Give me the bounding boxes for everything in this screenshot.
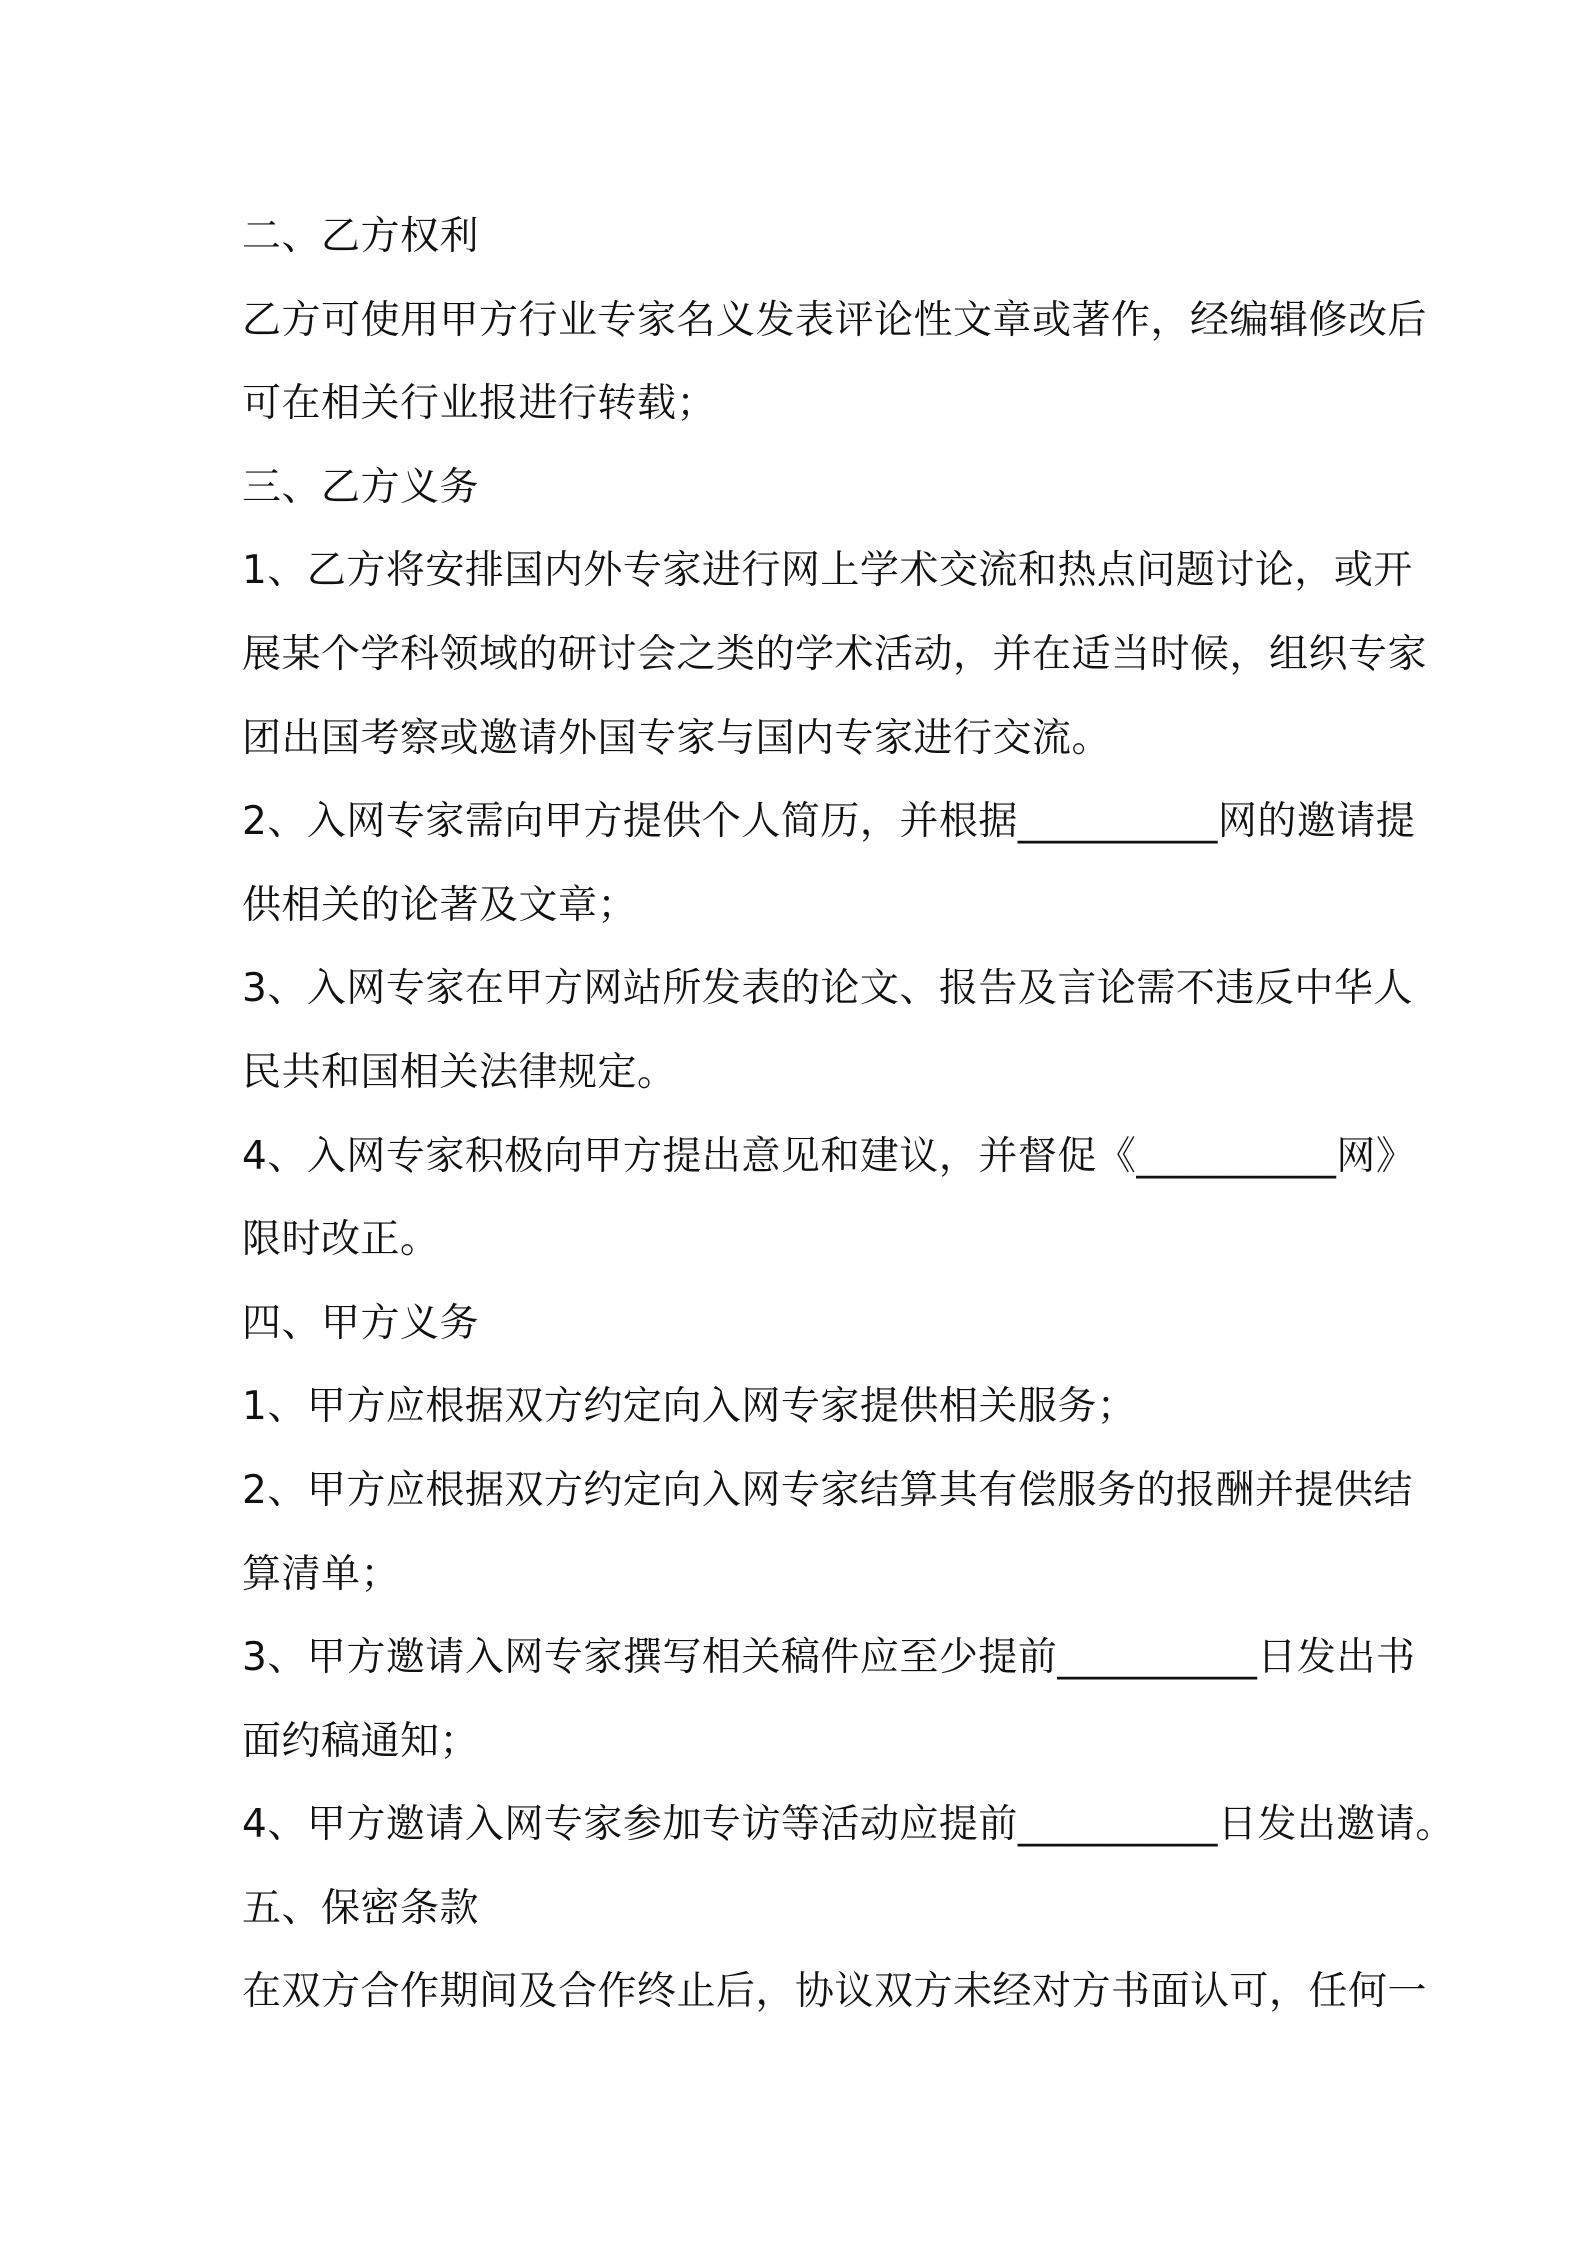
paragraph-line: 1、甲方应根据双方约定向入网专家提供相关服务；	[242, 1384, 1137, 1430]
paragraph-line: 4、甲方邀请入网专家参加专访等活动应提前__________日发出邀请。	[242, 1802, 1455, 1848]
section-heading-party-b-obligations: 三、乙方义务	[242, 464, 480, 510]
paragraph-line: 团出国考察或邀请外国专家与国内专家进行交流。	[242, 715, 1112, 761]
section-heading-party-a-obligations: 四、甲方义务	[242, 1300, 480, 1346]
paragraph-line: 可在相关行业报进行转载；	[242, 381, 717, 427]
paragraph-line: 供相关的论著及文章；	[242, 882, 638, 928]
paragraph-line: 民共和国相关法律规定。	[242, 1049, 677, 1095]
paragraph-line: 展某个学科领域的研讨会之类的学术活动，并在适当时候，组织专家	[242, 631, 1428, 677]
paragraph-line: 乙方可使用甲方行业专家名义发表评论性文章或著作，经编辑修改后	[242, 297, 1428, 343]
paragraph-line: 3、入网专家在甲方网站所发表的论文、报告及言论需不违反中华人	[242, 966, 1413, 1012]
paragraph-line: 面约稿通知；	[242, 1718, 480, 1764]
paragraph-line: 4、入网专家积极向甲方提出意见和建议，并督促《__________网》	[242, 1133, 1416, 1179]
document-page	[242, 195, 1455, 2034]
paragraph-line: 在双方合作期间及合作终止后，协议双方未经对方书面认可，任何一	[242, 1969, 1428, 2015]
paragraph-line: 限时改正。	[242, 1217, 440, 1263]
paragraph-line: 1、乙方将安排国内外专家进行网上学术交流和热点问题讨论，或开	[242, 548, 1413, 594]
section-heading-party-b-rights: 二、乙方权利	[242, 214, 480, 259]
section-heading-confidentiality: 五、保密条款	[242, 1885, 480, 1931]
paragraph-line: 算清单；	[242, 1551, 401, 1597]
paragraph-line: 2、甲方应根据双方约定向入网专家结算其有偿服务的报酬并提供结	[242, 1467, 1413, 1513]
paragraph-line: 2、入网专家需向甲方提供个人简历，并根据__________网的邀请提	[242, 799, 1416, 845]
paragraph-line: 3、甲方邀请入网专家撰写相关稿件应至少提前__________日发出书	[242, 1635, 1416, 1681]
